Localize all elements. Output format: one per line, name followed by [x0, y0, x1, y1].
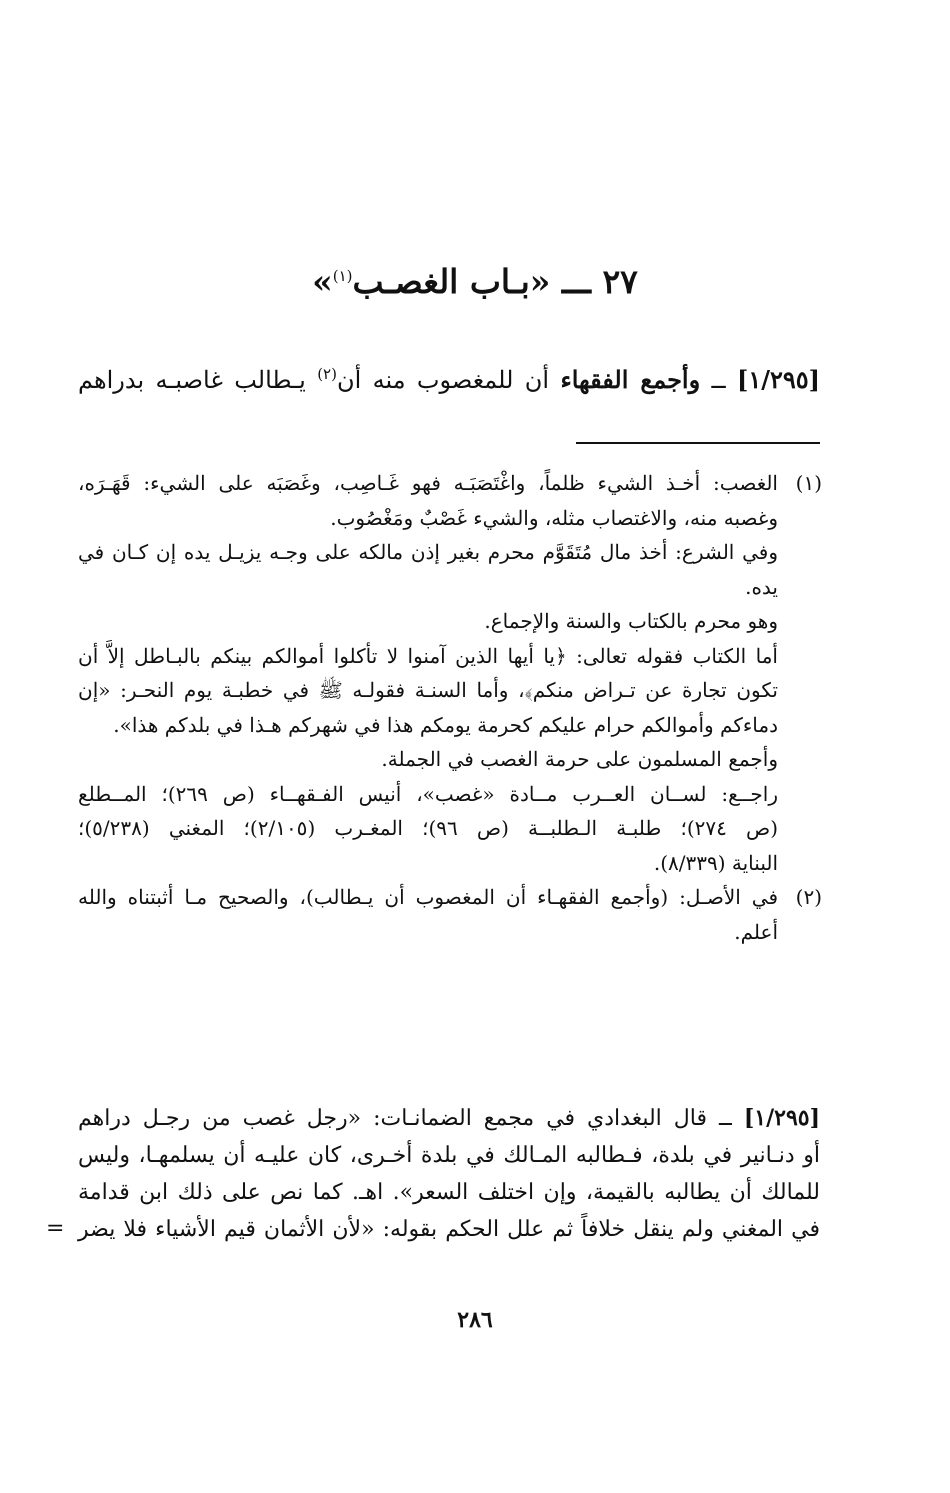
continuation-mark: =: [46, 1216, 65, 1241]
commentary-number: [١/٢٩٥]: [743, 1105, 821, 1131]
footnote-line: تكون تجارة عن تـراض منكم﴾، وأما السنـة فقولـه ﷺ في خطبـة يوم النحـر: «إن: [78, 678, 778, 702]
footnote-body: [78, 466, 778, 880]
footnote-line: البناية (٨/٣٣٩).: [653, 850, 778, 875]
footnote-1: [78, 466, 822, 880]
commentary-first-line: [78, 1100, 820, 1137]
footnote-line: وهو محرم بالكتاب والسنة والإجماع.: [484, 609, 778, 633]
page-number: ٢٨٦: [457, 1307, 493, 1333]
footnote-line: دماءكم وأموالكم حرام عليكم كحرمة يومكم هذا في شهركم هـذا في بلدكم هذا».: [113, 712, 778, 737]
entry-dash: ــ: [711, 366, 726, 394]
chapter-dash: ـــ: [561, 262, 591, 301]
main-entry: [78, 356, 820, 404]
footnote-line: في الأصـل: (وأجمع الفقهـاء أن المغصوب أن يـطالب)، والصحيح مـا أثبتناه والله: [78, 885, 778, 909]
commentary-dash: ــ: [718, 1106, 732, 1131]
entry-text-before-ref: أن للمغصوب منه أن: [336, 366, 550, 394]
chapter-footnote-ref: (١): [332, 267, 353, 285]
chapter-close-quote: »: [312, 262, 333, 301]
footnote-line: يده.: [745, 574, 778, 599]
footnote-number: (٢): [795, 885, 822, 909]
footnote-body: [78, 880, 778, 949]
footnote-separator: [576, 442, 820, 444]
footnote-2: [78, 880, 822, 949]
footnote-line: وفي الشرع: أخذ مال مُتَقَوَّم محرم بغير إذن مالكه على وجـه يزيـل يده إن كـان في: [78, 540, 778, 564]
footnote-line: أما الكتاب فقوله تعالى: ﴿يا أيها الذين آمنوا لا تأكلوا أموالكم بينكم بالبـاطل إلاَّ أن: [78, 643, 778, 668]
entry-lead: وأجمع الفقهاء: [560, 365, 701, 394]
chapter-title: [0, 258, 950, 306]
footnotes-block: [78, 466, 822, 949]
commentary-first-text: قال البغدادي في مجمع الضمانـات: «رجل غصب من رجـل دراهم: [78, 1106, 707, 1131]
commentary-line: للمالك أن يطالبه بالقيمة، وإن اختلف السعر». اهـ. كما نص على ذلك ابن قدامة: [78, 1180, 820, 1205]
commentary-block: [78, 1100, 820, 1248]
footnote-line: وأجمع المسلمون على حرمة الغصب في الجملة.: [381, 747, 778, 771]
commentary-line: أو دنـانير في بلدة، فـطالبه المـالك في بلدة أخـرى، كان عليـه أن يسلمهـا، وليس: [78, 1143, 820, 1168]
footnote-line: الغصب: أخـذ الشيء ظلماً، واغْتَصَبَـه فهو غَـاصِب، وغَصَبَه على الشيء: قَهَـرَه،: [78, 471, 778, 495]
footnote-number: (١): [795, 471, 822, 495]
entry-number: [١/٢٩٥]: [736, 365, 821, 394]
entry-text-after-ref: يـطالب غاصبـه بدراهم: [78, 366, 306, 394]
footnote-line: راجــع: لســان العــرب مــادة «غصب»، أنيس الفـقهــاء (ص ٢٦٩)؛ المــطلع: [78, 781, 779, 806]
footnote-line: أعلم.: [734, 919, 778, 944]
entry-footnote-ref: (٢): [317, 365, 337, 383]
footnote-line: وغصبه منه، والاغتصاب مثله، والشيء غَصْبٌ ومَغْصُوب.: [330, 505, 778, 530]
chapter-number: ٢٧: [602, 262, 638, 301]
chapter-title-text: «بـاب الغصـب: [352, 262, 551, 301]
commentary-line: في المغني ولم ينقل خلافاً ثم علل الحكم بقوله: «لأن الأثمان قيم الأشياء فلا يضر: [78, 1217, 820, 1242]
footnote-line: (ص ٢٧٤)؛ طلبـة الـطلبــة (ص ٩٦)؛ المغـرب (٢/١٠٥)؛ المغني (٥/٢٣٨)؛: [78, 816, 779, 840]
